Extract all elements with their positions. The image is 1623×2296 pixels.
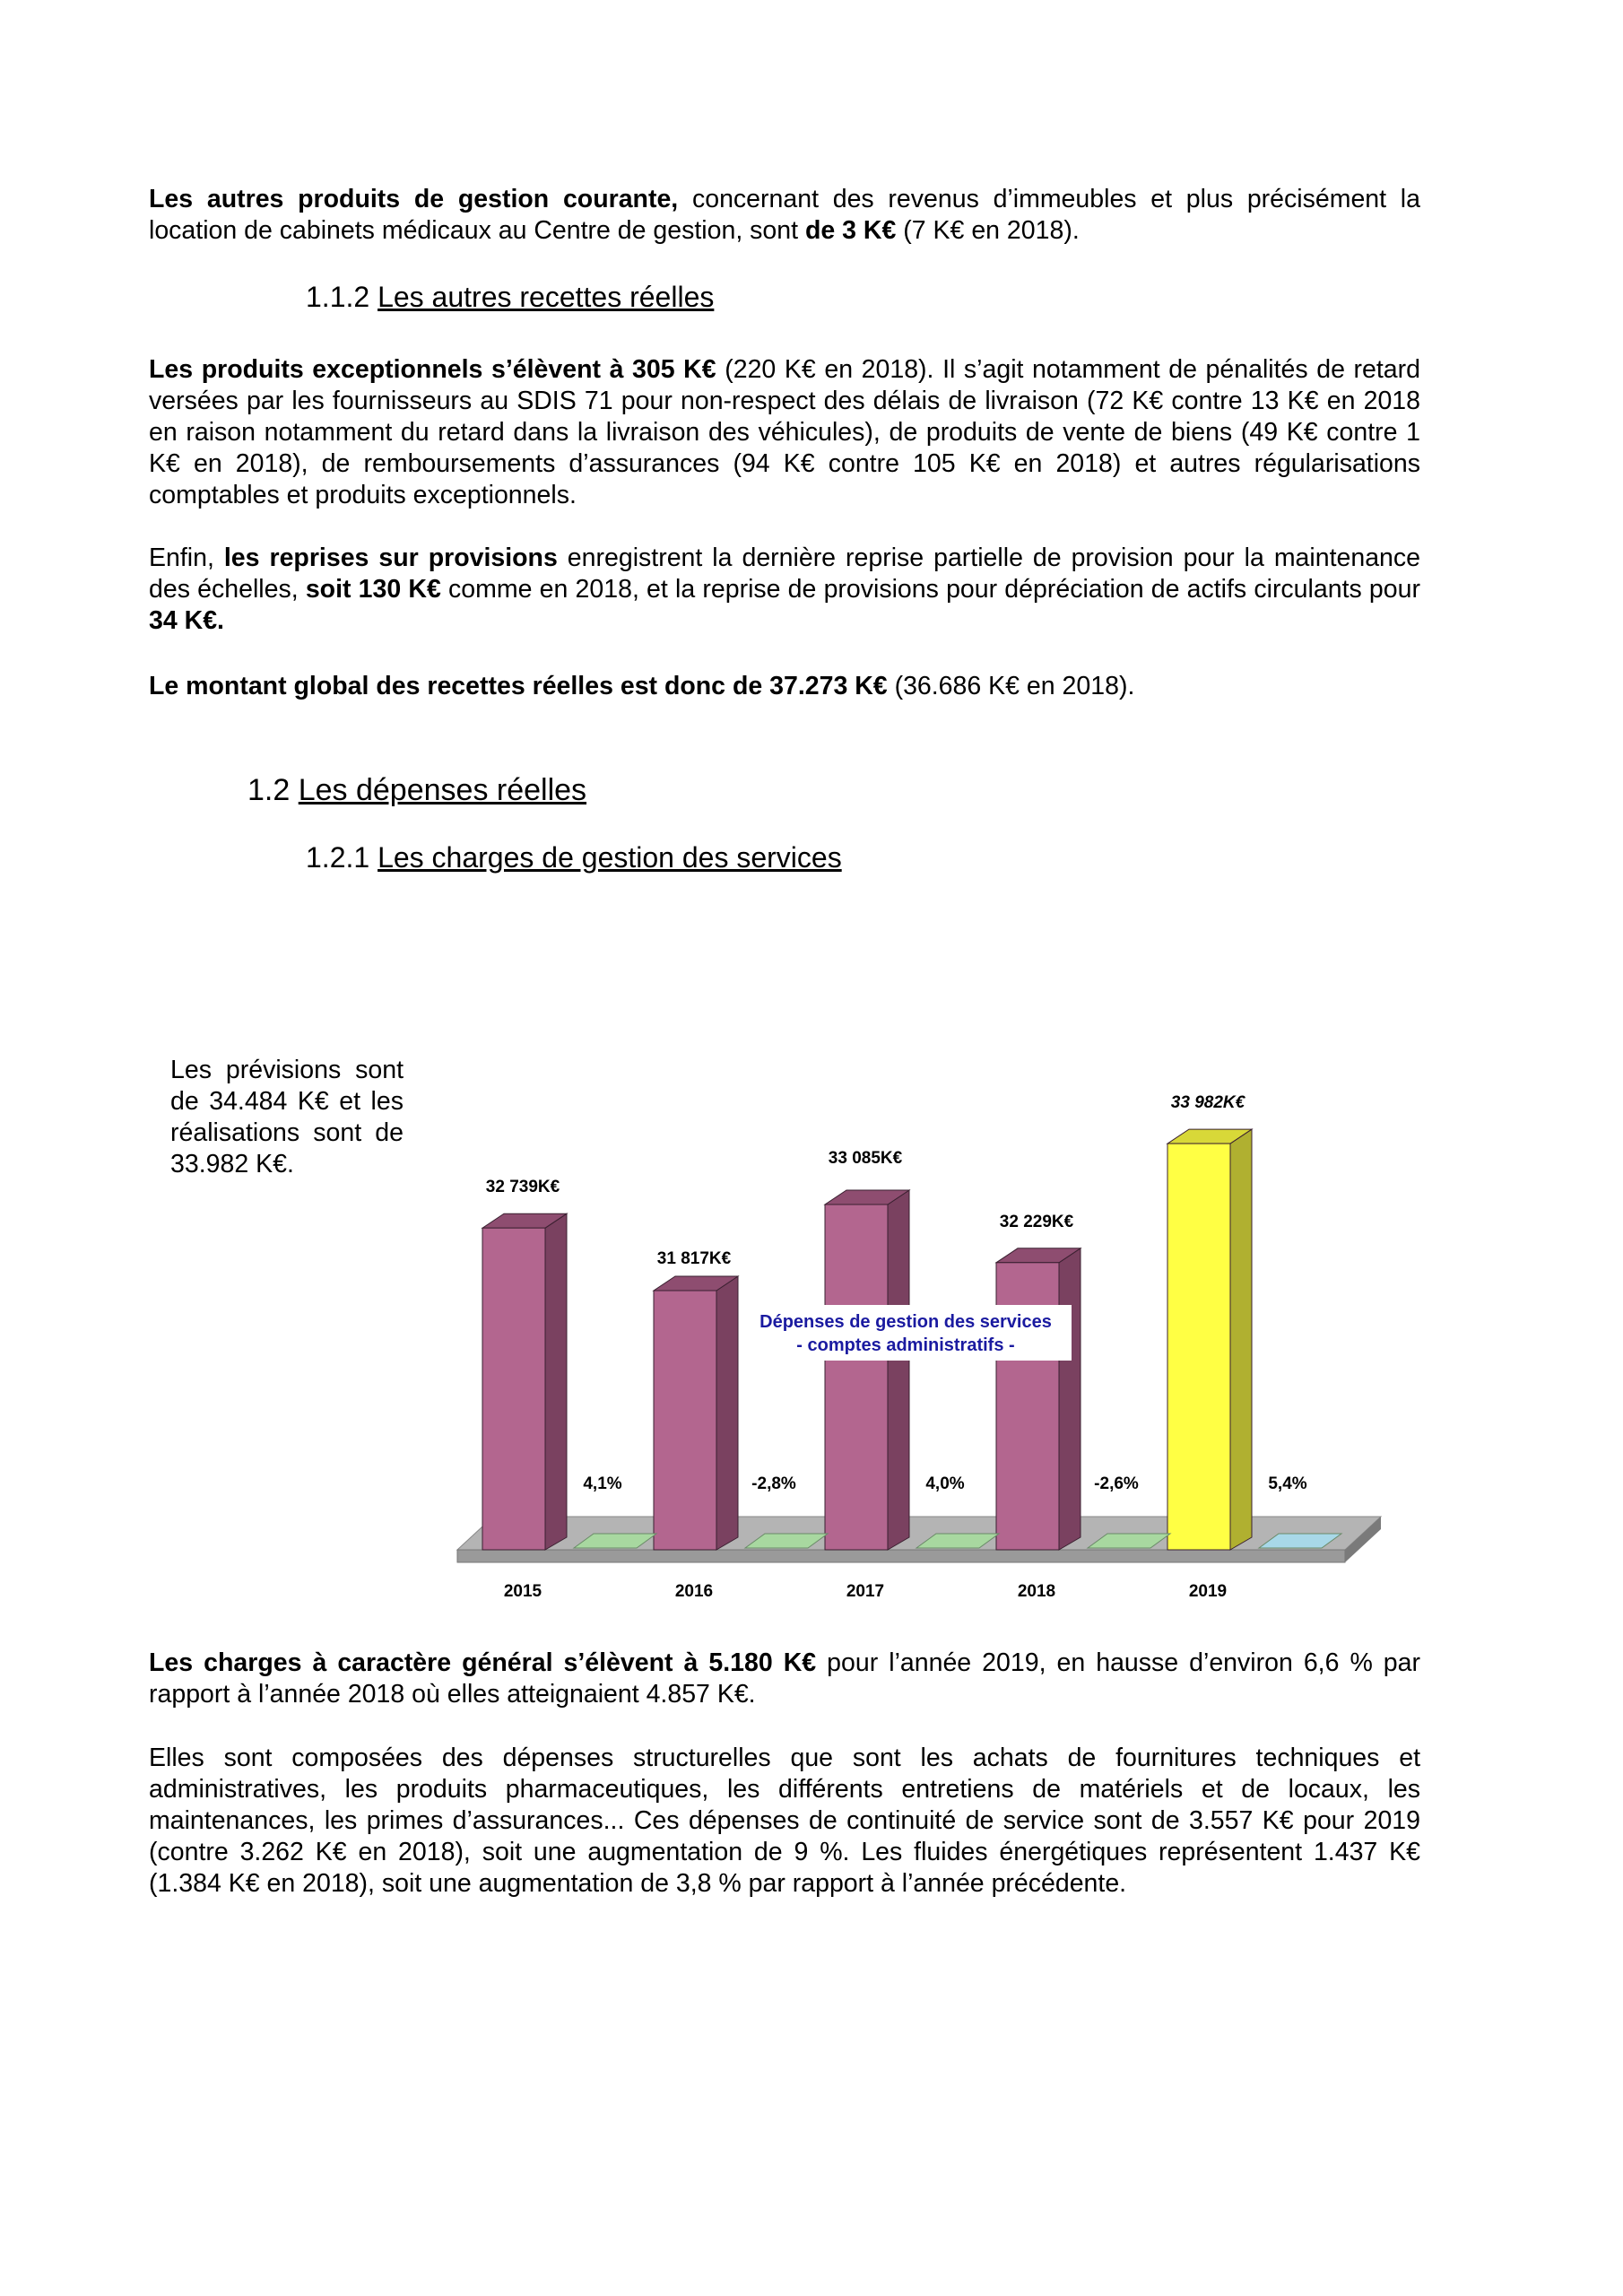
bar-side-2015: [545, 1213, 567, 1550]
variation-label-2018: -2,6%: [1094, 1474, 1139, 1493]
bold-text: les reprises sur provisions: [223, 544, 558, 572]
heading-title: Les charges de gestion des services: [378, 841, 842, 874]
chart-title-line1: Dépenses de gestion des services: [759, 1312, 1052, 1332]
category-label-2015: 2015: [503, 1582, 542, 1601]
heading-1-2: [247, 773, 586, 808]
text: comme en 2018, et la reprise de provisions pour dépréciation de actifs circulants pour: [440, 575, 1420, 604]
paragraph-produits-exceptionnels: [149, 354, 1420, 511]
paragraph-charges-caractere-general: [149, 1648, 1420, 1710]
bold-text: Les autres produits de gestion courante,: [149, 185, 679, 213]
value-label-2017: 33 085K€: [828, 1148, 903, 1168]
heading-number: 1.2: [247, 773, 299, 807]
value-label-2016: 31 817K€: [656, 1248, 732, 1268]
variation-label-2015: 4,1%: [583, 1474, 622, 1493]
value-label-2018: 32 229K€: [999, 1212, 1074, 1231]
value-label-2015: 32 739K€: [485, 1178, 560, 1197]
text: (220 K€ en 2018). Il s’agit notamment de pénalités de retard versées par les fournisseurs au SDIS 71 pour non-respect des délais de livraison (72 K€ contre 13 K€ en 2018 en raison notamment du retard dans la livraison des véhicules), de produits de vente de biens (49 K€ contre 1 K€ en 2018), de remboursements d’assurances (94 K€ contre 105 K€ en 2018) et autres régularisations comptables et produits exceptionnels.: [149, 355, 1420, 509]
chart-title-line2: - comptes administratifs -: [796, 1335, 1015, 1355]
text: (7 K€ en 2018).: [896, 216, 1080, 245]
heading-1-2-1: [306, 841, 842, 874]
paragraph-autres-produits: [149, 184, 1420, 247]
heading-title: Les dépenses réelles: [298, 773, 587, 807]
heading-number: 1.1.2: [306, 281, 378, 313]
bar-2016: [654, 1291, 716, 1550]
text: concernant des revenus d’immeubles et plus précisément la location de cabinets médicaux au Centre de gestion, sont: [149, 185, 1420, 245]
bold-text: Les charges à caractère général s’élèvent à 5.180 K€: [149, 1648, 817, 1677]
text: Enfin,: [149, 544, 224, 572]
paragraph-composition-depenses: [149, 1743, 1420, 1900]
bold-text: 34 K€.: [149, 606, 224, 635]
bar-side-2018: [1059, 1248, 1081, 1550]
bold-text: soit 130 K€: [305, 575, 441, 604]
bold-text: Les produits exceptionnels s’élèvent à 305 K€: [149, 355, 716, 384]
heading-1-1-2: [306, 281, 714, 314]
paragraph-reprises-provisions: [149, 543, 1420, 637]
value-label-2019: 33 982K€: [1170, 1093, 1245, 1113]
bold-text: Le montant global des recettes réelles est donc de 37.273 K€: [149, 672, 888, 700]
variation-label-2017: 4,0%: [925, 1474, 965, 1493]
bold-text: de 3 K€: [804, 216, 897, 245]
category-label-2016: 2016: [674, 1582, 714, 1601]
text: pour l’année 2019, en hausse d’environ 6,6 % par rapport à l’année 2018 où elles atteignaient 4.857 K€.: [149, 1648, 1420, 1709]
variation-label-2016: -2,8%: [751, 1474, 796, 1493]
variation-label-2019: 5,4%: [1268, 1474, 1307, 1493]
side-note-previsions: Les prévisions sont de 34.484 K€ et les réalisations sont de 33.982 K€.: [170, 1056, 404, 1178]
text: (36.686 K€ en 2018).: [887, 672, 1135, 700]
bar-side-2017: [888, 1190, 909, 1550]
heading-number: 1.2.1: [306, 841, 378, 874]
bar-2017: [825, 1205, 888, 1550]
bar-side-2019: [1230, 1129, 1252, 1550]
category-label-2019: 2019: [1188, 1582, 1228, 1601]
heading-title: Les autres recettes réelles: [378, 281, 715, 313]
bar-side-2016: [716, 1276, 738, 1550]
category-label-2017: 2017: [846, 1582, 885, 1601]
chart-floor-front: [457, 1550, 1345, 1562]
category-label-2018: 2018: [1017, 1582, 1056, 1601]
bar-2019: [1167, 1144, 1230, 1550]
text: enregistrent la dernière reprise partielle de provision pour la maintenance des échelles,: [149, 544, 1421, 604]
text: Elles sont composées des dépenses structurelles que sont les achats de fournitures techniques et administratives, les produits pharmaceutiques, les différents entretiens de matériels et de locaux, les maintenances, les primes d’assurances... Ces dépenses de continuité de service sont de 3.557 K€ pour 2019 (contre 3.262 K€ en 2018), soit une augmentation de 9 %. Les fluides énergétiques représentent 1.437 K€ (1.384 K€ en 2018), soit une augmentation de 3,8 % par rapport à l’année précédente.: [149, 1744, 1420, 1898]
bar-2015: [482, 1228, 545, 1550]
paragraph-montant-global: [149, 671, 1420, 702]
bar-chart-depenses-gestion: [448, 996, 1399, 1614]
